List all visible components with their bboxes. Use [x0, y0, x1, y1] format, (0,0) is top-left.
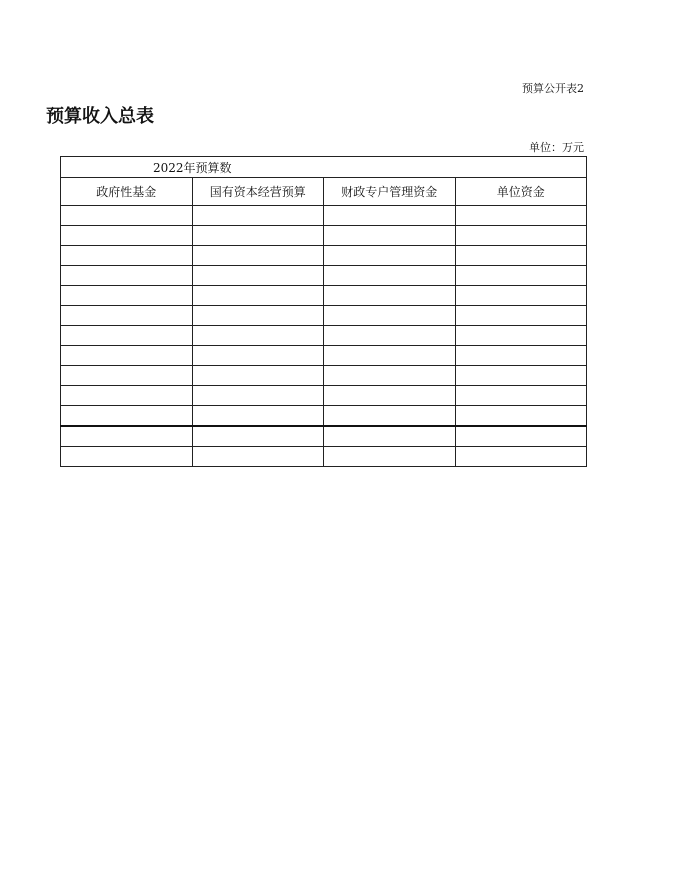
- table-cell: [324, 266, 456, 286]
- table-row: [61, 406, 587, 427]
- form-number: 预算公开表2: [522, 82, 584, 95]
- table-row: [61, 326, 587, 346]
- table-cell: [324, 426, 456, 447]
- table-cell: [192, 286, 324, 306]
- table-cell: [192, 246, 324, 266]
- table-row: [61, 266, 587, 286]
- column-header-government-fund: 政府性基金: [61, 178, 193, 206]
- table-cell: [324, 246, 456, 266]
- table-row: [61, 426, 587, 447]
- table-cell: [455, 406, 587, 427]
- table-cell: [324, 366, 456, 386]
- table-cell: [61, 346, 193, 366]
- table-body: [61, 206, 587, 467]
- table-cell: [61, 206, 193, 226]
- column-header-unit-funds: 单位资金: [455, 178, 587, 206]
- table-cell: [61, 447, 193, 467]
- table-cell: [61, 306, 193, 326]
- table-cell: [455, 306, 587, 326]
- table-cell: [61, 286, 193, 306]
- column-header-state-capital: 国有资本经营预算: [192, 178, 324, 206]
- table-cell: [455, 326, 587, 346]
- table-cell: [455, 346, 587, 366]
- table-cell: [324, 286, 456, 306]
- table-cell: [192, 406, 324, 427]
- table-row: [61, 206, 587, 226]
- table-row: [61, 246, 587, 266]
- table-cell: [324, 226, 456, 246]
- unit-label: 单位：万元: [529, 141, 584, 154]
- table-row: [61, 346, 587, 366]
- group-header: 2022年预算数: [61, 157, 587, 178]
- table-cell: [61, 326, 193, 346]
- table-row: [61, 386, 587, 406]
- table-cell: [455, 226, 587, 246]
- table-cell: [324, 346, 456, 366]
- table-cell: [455, 266, 587, 286]
- title-container: [46, 104, 320, 132]
- budget-table: [60, 156, 587, 467]
- table-row: [61, 306, 587, 326]
- table-cell: [324, 206, 456, 226]
- table-row: [61, 286, 587, 306]
- table-row: [61, 226, 587, 246]
- table-cell: [455, 426, 587, 447]
- table-cell: [192, 206, 324, 226]
- page-title: 预算收入总表: [46, 106, 154, 127]
- table-cell: [192, 326, 324, 346]
- table-cell: [455, 206, 587, 226]
- table-cell: [192, 266, 324, 286]
- table-cell: [455, 447, 587, 467]
- table-cell: [324, 447, 456, 467]
- table-cell: [455, 366, 587, 386]
- table-cell: [192, 426, 324, 447]
- table-cell: [61, 246, 193, 266]
- table-cell: [455, 286, 587, 306]
- table-cell: [61, 386, 193, 406]
- table-cell: [192, 346, 324, 366]
- table-cell: [324, 306, 456, 326]
- table-cell: [192, 366, 324, 386]
- table-cell: [61, 226, 193, 246]
- table-cell: [324, 386, 456, 406]
- column-header-special-account: 财政专户管理资金: [324, 178, 456, 206]
- table-cell: [324, 326, 456, 346]
- table-cell: [192, 226, 324, 246]
- table-row: [61, 366, 587, 386]
- table-cell: [324, 406, 456, 427]
- table-cell: [61, 426, 193, 447]
- table-cell: [61, 406, 193, 427]
- table-cell: [61, 266, 193, 286]
- table-cell: [192, 386, 324, 406]
- table-row: [61, 447, 587, 467]
- table-cell: [192, 306, 324, 326]
- table-cell: [61, 366, 193, 386]
- table-cell: [455, 246, 587, 266]
- table-cell: [192, 447, 324, 467]
- table-cell: [455, 386, 587, 406]
